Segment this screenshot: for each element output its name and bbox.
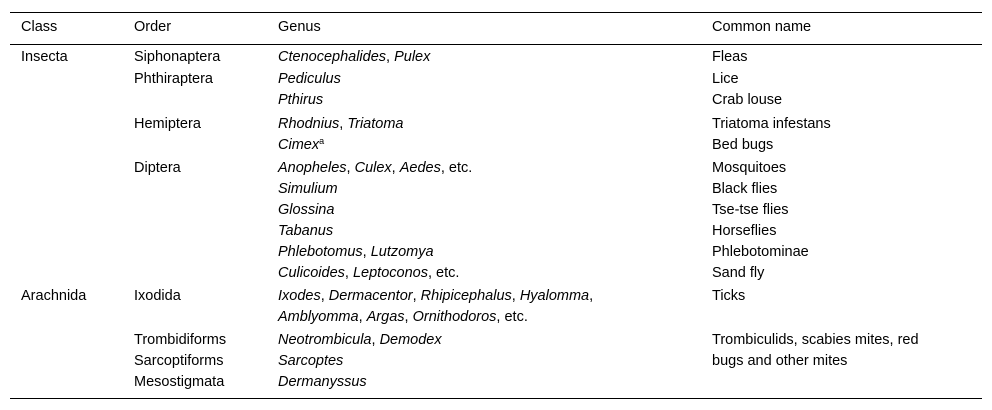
bottom-rule <box>10 398 982 399</box>
genus-text: Ixodes <box>278 288 321 304</box>
order-cell: Phthiraptera <box>134 71 213 87</box>
header-order: Order <box>134 19 172 35</box>
genus-text: Leptoconos <box>352 265 428 281</box>
genus-text: , <box>412 288 421 304</box>
genus-text: , <box>358 309 367 325</box>
genus-text: Triatoma <box>347 116 404 132</box>
genus-cell <box>278 200 334 221</box>
common-name-cell: Mosquitoes <box>712 160 787 176</box>
genus-text: Dermanyssus <box>278 374 367 390</box>
genus-text: , <box>511 288 520 304</box>
genus-cell <box>278 286 593 307</box>
genus-text: Amblyomma <box>278 309 359 325</box>
genus-cell <box>278 372 367 393</box>
genus-text: , <box>391 160 400 176</box>
genus-cell <box>278 221 333 242</box>
genus-text: , <box>386 49 395 65</box>
common-name-cell: Tse-tse flies <box>712 202 789 218</box>
genus-text: Sarcoptes <box>278 353 344 369</box>
header-genus: Genus <box>278 19 321 35</box>
genus-text: Pulex <box>394 49 431 65</box>
genus-text: Rhipicephalus <box>420 288 512 304</box>
genus-cell <box>278 135 324 156</box>
genus-cell <box>278 179 338 200</box>
genus-text: Cimex <box>278 137 320 153</box>
genus-text: Dermacentor <box>328 288 413 304</box>
genus-text: , etc. <box>496 309 528 325</box>
genus-text: , <box>589 288 594 304</box>
genus-cell <box>278 263 459 284</box>
top-rule <box>10 12 982 13</box>
genus-text: Hyalomma <box>519 288 590 304</box>
genus-text: Neotrombicula <box>278 332 372 348</box>
genus-text: Culicoides <box>278 265 345 281</box>
header-common-name: Common name <box>712 19 812 35</box>
class-cell: Arachnida <box>21 288 87 304</box>
genus-text: Pthirus <box>278 92 324 108</box>
genus-text: Tabanus <box>278 223 334 239</box>
header-rule <box>10 44 982 45</box>
genus-cell <box>278 90 323 111</box>
genus-text: Aedes <box>399 160 441 176</box>
genus-cell <box>278 242 434 263</box>
genus-text: Simulium <box>278 181 338 197</box>
genus-cell <box>278 69 341 90</box>
common-name-cell: bugs and other mites <box>712 353 848 369</box>
footnote-marker: a <box>319 136 325 146</box>
genus-text: Phlebotomus <box>278 244 363 260</box>
class-cell: Insecta <box>21 49 68 65</box>
genus-text: Argas <box>366 309 405 325</box>
genus-text: , <box>346 160 355 176</box>
common-name-cell: Fleas <box>712 49 748 65</box>
genus-text: Ctenocephalides <box>278 49 387 65</box>
common-name-cell: Sand fly <box>712 265 765 281</box>
common-name-cell: Crab louse <box>712 92 783 108</box>
genus-text: Ornithodoros <box>412 309 497 325</box>
genus-text: Demodex <box>379 332 442 348</box>
genus-cell <box>278 114 403 135</box>
common-name-cell: Ticks <box>712 288 746 304</box>
genus-text: , etc. <box>440 160 473 176</box>
order-cell: Hemiptera <box>134 116 201 132</box>
genus-text: Culex <box>354 160 392 176</box>
common-name-cell: Black flies <box>712 181 778 197</box>
order-cell: Siphonaptera <box>134 49 221 65</box>
genus-cell <box>278 47 430 68</box>
genus-text: Lutzomya <box>370 244 434 260</box>
common-name-cell: Trombiculids, scabies mites, red <box>712 332 919 348</box>
genus-cell <box>278 307 528 328</box>
genus-cell <box>278 351 343 372</box>
common-name-cell: Triatoma infestans <box>712 116 831 132</box>
common-name-cell: Horseflies <box>712 223 777 239</box>
order-cell: Sarcoptiforms <box>134 353 224 369</box>
genus-text: , etc. <box>427 265 460 281</box>
common-name-cell: Bed bugs <box>712 137 774 153</box>
genus-cell <box>278 158 472 179</box>
order-cell: Ixodida <box>134 288 181 304</box>
order-cell: Diptera <box>134 160 181 176</box>
order-cell: Trombidiforms <box>134 332 227 348</box>
genus-cell <box>278 330 442 351</box>
genus-text: , <box>344 265 353 281</box>
genus-text: , <box>339 116 348 132</box>
genus-text: , <box>362 244 371 260</box>
genus-text: Rhodnius <box>278 116 340 132</box>
genus-text: Glossina <box>278 202 335 218</box>
genus-text: , <box>404 309 413 325</box>
genus-text: Anopheles <box>278 160 347 176</box>
genus-text: , <box>320 288 329 304</box>
genus-text: , <box>371 332 380 348</box>
common-name-cell: Phlebotominae <box>712 244 809 260</box>
order-cell: Mesostigmata <box>134 374 225 390</box>
common-name-cell: Lice <box>712 71 739 87</box>
header-class: Class <box>21 19 58 35</box>
genus-text: Pediculus <box>278 71 341 87</box>
